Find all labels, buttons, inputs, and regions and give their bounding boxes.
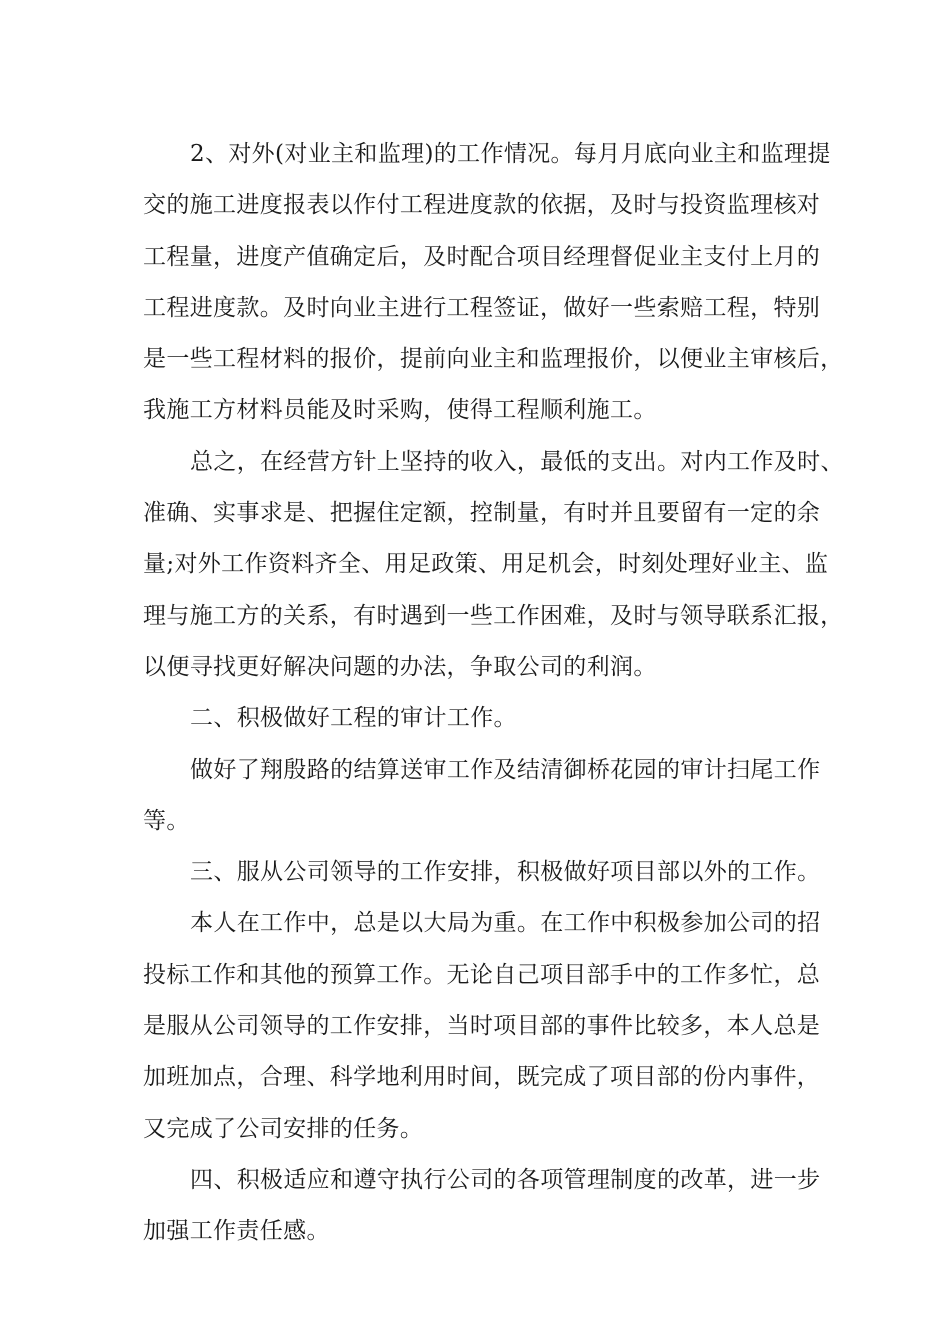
text-line: 是一些工程材料的报价，提前向业主和监理报价，以便业主审核后，	[143, 346, 844, 373]
section-heading: 三、服从公司领导的工作安排，积极做好项目部以外的工作。	[190, 859, 821, 886]
text-line: 是服从公司领导的工作安排，当时项目部的事件比较多，本人总是	[143, 1013, 821, 1040]
text-line: 工程进度款。及时向业主进行工程签证，做好一些索赔工程，特别	[143, 294, 821, 321]
text-line: 理与施工方的关系，有时遇到一些工作困难，及时与领导联系汇报，	[143, 602, 844, 629]
text-line: 量;对外工作资料齐全、用足政策、用足机会，时刻处理好业主、监	[143, 551, 829, 578]
text-line: 又完成了公司安排的任务。	[143, 1115, 424, 1142]
section-heading: 四、积极适应和遵守执行公司的各项管理制度的改革，进一步	[190, 1166, 821, 1193]
text-line: 加强工作责任感。	[143, 1218, 330, 1245]
document-body	[143, 129, 844, 1258]
text-line: 交的施工进度报表以作付工程进度款的依据，及时与投资监理核对	[143, 192, 821, 219]
text-line: 我施工方材料员能及时采购，使得工程顺利施工。	[143, 397, 657, 424]
text-line: 工程量，进度产值确定后，及时配合项目经理督促业主支付上月的	[143, 243, 821, 270]
text-line: 2、对外(对业主和监理)的工作情况。每月月底向业主和监理提	[190, 141, 831, 167]
text-line: 投标工作和其他的预算工作。无论自己项目部手中的工作多忙，总	[143, 961, 821, 988]
text-line: 总之，在经营方针上坚持的收入，最低的支出。对内工作及时、	[190, 448, 844, 475]
section-heading: 二、积极做好工程的审计工作。	[190, 705, 517, 732]
text-line: 以便寻找更好解决问题的办法，争取公司的利润。	[143, 653, 657, 680]
text-line: 做好了翔殷路的结算送审工作及结清御桥花园的审计扫尾工作	[190, 756, 821, 783]
text-line: 准确、实事求是、把握住定额，控制量，有时并且要留有一定的余	[143, 500, 821, 527]
text-line: 等。	[143, 807, 190, 834]
text-line: 加班加点，合理、科学地利用时间，既完成了项目部的份内事件，	[143, 1064, 821, 1091]
text-line: 本人在工作中，总是以大局为重。在工作中积极参加公司的招	[190, 910, 821, 937]
